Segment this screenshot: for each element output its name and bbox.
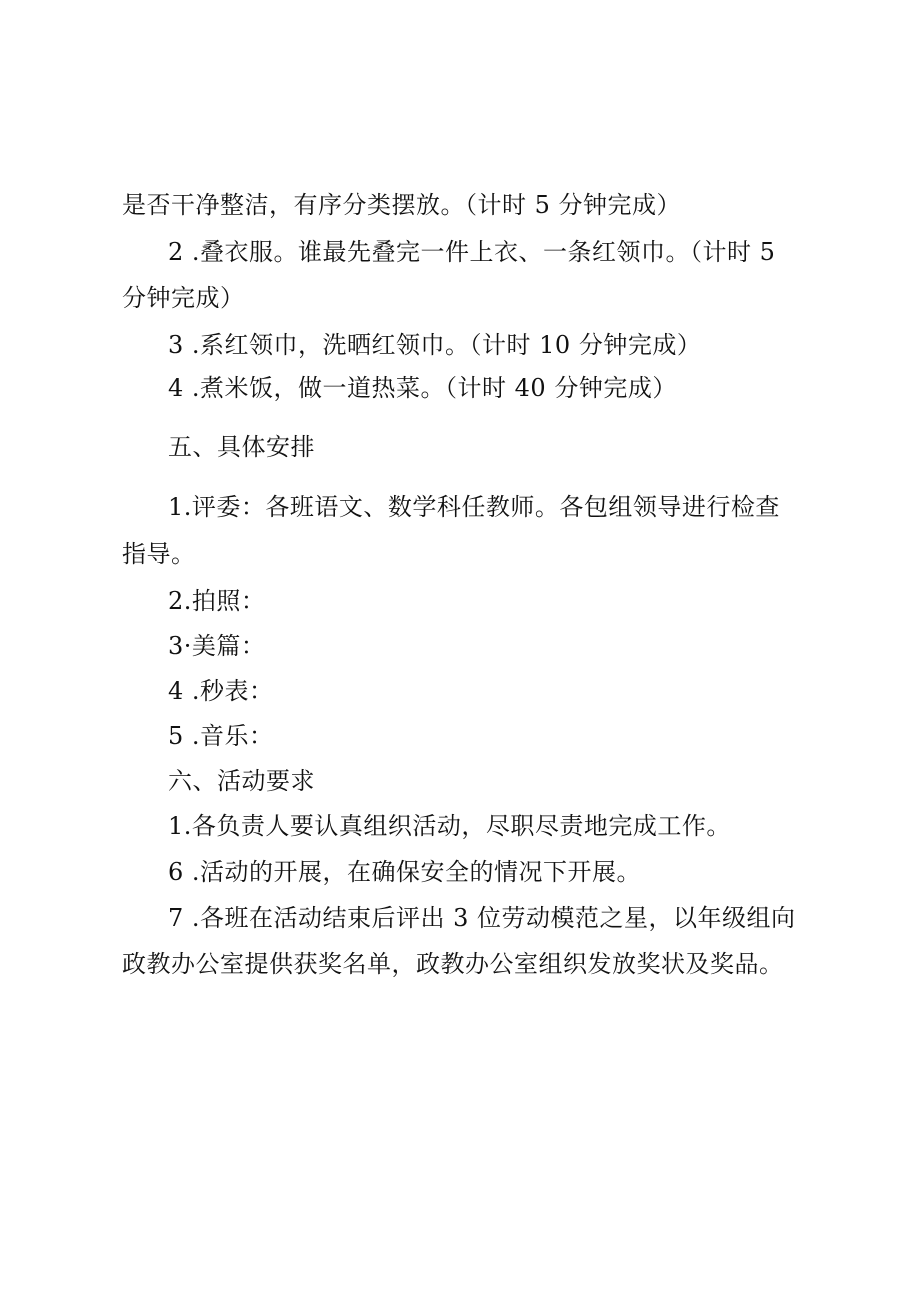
paragraph-line: 分钟完成）	[122, 284, 245, 312]
section-heading-requirements: 六、活动要求	[168, 767, 315, 795]
list-item-red-scarf: 3 .系红领巾，洗晒红领巾。（计时 10 分钟完成）	[168, 331, 702, 359]
list-item-photo: 2.拍照：	[168, 587, 266, 615]
list-item-meipian: 3·美篇：	[168, 632, 266, 660]
section-heading-arrangement: 五、具体安排	[168, 433, 315, 461]
list-item-judges: 1.评委：各班语文、数学科任教师。各包组领导进行检查	[168, 493, 780, 521]
list-item-safety: 6 .活动的开展，在确保安全的情况下开展。	[168, 858, 642, 886]
list-item-awards: 7 .各班在活动结束后评出 3 位劳动模范之星，以年级组向	[168, 904, 796, 932]
list-item-responsibility: 1.各负责人要认真组织活动，尽职尽责地完成工作。	[168, 812, 731, 840]
paragraph-line: 是否干净整洁，有序分类摆放。（计时 5 分钟完成）	[122, 191, 682, 219]
paragraph-line: 政教办公室提供获奖名单，政教办公室组织发放奖状及奖品。	[122, 950, 784, 978]
paragraph-line: 指导。	[122, 540, 196, 568]
list-item-cook-rice: 4 .煮米饭，做一道热菜。（计时 40 分钟完成）	[168, 374, 677, 402]
list-item-music: 5 .音乐：	[168, 722, 274, 750]
list-item-stopwatch: 4 .秒表：	[168, 677, 274, 705]
list-item-fold-clothes: 2 .叠衣服。谁最先叠完一件上衣、一条红领巾。（计时 5	[168, 238, 776, 266]
